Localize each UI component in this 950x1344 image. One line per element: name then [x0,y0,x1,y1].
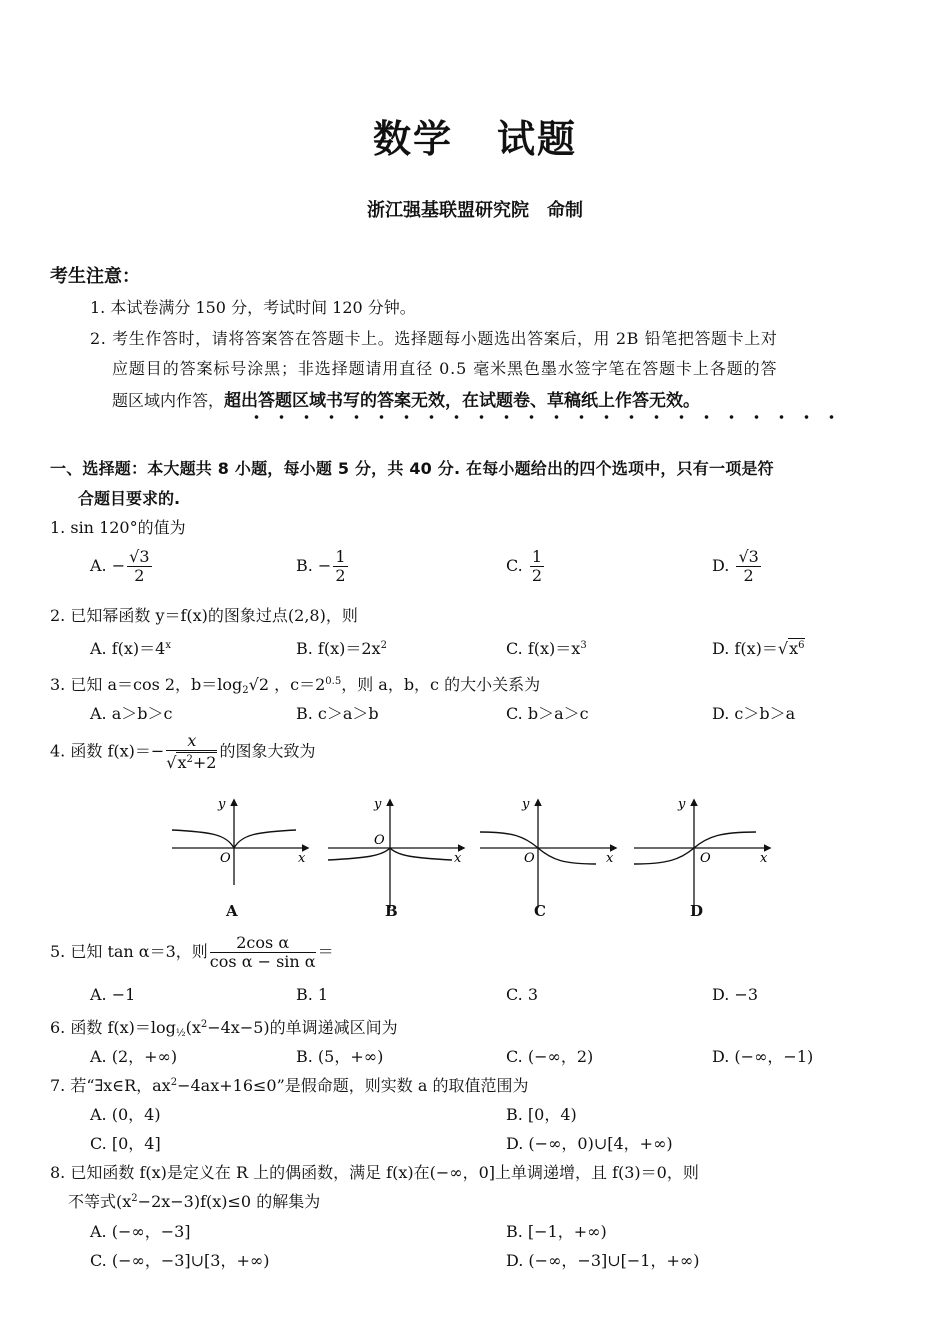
question-8-option-c: C. (−∞，−3]∪[3，+∞) [90,1251,270,1270]
svg-text:x: x [454,851,462,866]
subtitle: 浙江强基联盟研究院 命制 [367,200,583,221]
question-2-option-a: A. $f(x)=4^x$ [90,639,171,658]
question-1-option-b: B. − $\frac{1}{2}$ [296,547,346,585]
question-4-graphs [160,790,780,920]
graph-b [328,797,464,908]
question-1-option-d: D. $\frac{√3}{2}$ [712,547,759,585]
question-7-option-a: A. (0，4) [90,1105,161,1124]
question-3-option-a: A. a＞b＞c [90,704,173,723]
question-6-option-a: A. (2，+∞) [90,1047,178,1066]
question-2-option-c: C. $f(x)=x^3$ [506,639,587,658]
question-2-stem: 2. 已知幂函数 y＝f(x)的图象过点(2,8)，则 [50,606,358,625]
question-8-option-d: D. (−∞，−3]∪[−1，+∞) [506,1251,700,1270]
question-3-option-d: D. c＞b＞a [712,704,796,723]
question-3-option-c: C. b＞a＞c [506,704,589,723]
question-6-stem: 6. 函数 $f(x)=\log_{\frac{1}{2}}(x^2-4x-5)$的单调递减区间为 [50,1018,398,1039]
notice-normal-text: 题区域内作答， [112,391,225,410]
notice-emphasis-text: 超出答题区域书写的答案无效，在试题卷、草稿纸上作答无效。 [224,391,701,411]
svg-text:O: O [220,851,231,866]
graph-a-label: A [226,902,238,920]
question-8-stem-line-1: 8. 已知函数 f(x)是定义在 R 上的偶函数，满足 f(x)在(−∞，0]上单调递增，且 f(3)＝0，则 [50,1163,699,1182]
question-8-option-b: B. [−1，+∞) [506,1222,607,1241]
question-8-option-a: A. (−∞，−3] [90,1222,191,1241]
question-2-option-d: D. $f(x)=√x^6$ [712,639,805,658]
title-word-1: 数学 [372,117,453,161]
graph-d [634,797,770,908]
question-1-option-a: A. − $\frac{√3}{2}$ [90,547,150,585]
question-2-option-b: B. $f(x)=2x^2$ [296,639,387,658]
graph-b-label: B [385,902,398,920]
svg-text:y: y [522,797,530,812]
svg-text:x: x [760,851,768,866]
graph-d-label: D [690,902,704,920]
question-3-option-b: B. c＞a＞b [296,704,379,723]
notice-item-2-line-2: 应题目的答案标号涂黑；非选择题请用直径 0.5 毫米黑色墨水签字笔在答题卡上各题的答 [112,359,778,378]
question-6-option-d: D. (−∞，−1) [712,1047,814,1066]
question-8-stem-line-2: 不等式$(x^2-2x-3)f(x)\le 0$ 的解集为 [68,1192,321,1211]
question-1-stem: 1. sin 120°的值为 [50,518,186,537]
notice-item-1: 1. 本试卷满分 150 分，考试时间 120 分钟。 [90,298,416,317]
svg-text:y: y [218,797,226,812]
notice-item-2-line-1: 2. 考生作答时，请将答案答在答题卡上。选择题每小题选出答案后，用 2B 铅笔把答题卡上对 [90,329,778,348]
svg-text:x: x [298,851,306,866]
question-5-option-c: C. 3 [506,985,539,1004]
emphasis-dots [244,414,844,420]
page-title [0,108,950,163]
question-1-option-c: C. $\frac{1}{2}$ [506,547,543,585]
question-3-stem: 3. 已知 a＝cos 2，$b=\log_2√2$ ，$c=2^{0.5}$，则 a，b，c 的大小关系为 [50,675,541,696]
section-heading-line-1: 一、选择题：本大题共 8 小题，每小题 5 分，共 40 分. 在每小题给出的四个选项中，只有一项是符 [50,459,774,478]
svg-text:y: y [374,797,382,812]
graph-a [172,797,308,885]
question-5-option-a: A. −1 [90,985,136,1004]
notice-heading: 考生注意： [50,266,140,287]
question-4-stem: 4. 函数 f(x)＝− $\frac{x}{√x^2+2}$ 的图象大致为 [50,731,316,772]
svg-text:y: y [678,797,686,812]
question-7-stem: 7. 若“∃x∈R，$ax^2-4ax+16\le 0$”是假命题，则实数 a 的取值范围为 [50,1076,529,1095]
question-7-option-d: D. (−∞，0)∪[4，+∞) [506,1134,673,1153]
svg-text:O: O [700,851,711,866]
question-7-option-c: C. [0，4] [90,1134,161,1153]
question-5-option-d: D. −3 [712,985,759,1004]
svg-text:x: x [606,851,614,866]
question-7-option-b: B. [0，4) [506,1105,577,1124]
notice-item-2-line-3 [112,391,700,411]
question-6-option-c: C. (−∞，2) [506,1047,594,1066]
svg-text:O: O [524,851,535,866]
title-word-2: 试题 [497,117,578,161]
graph-c-label: C [534,902,546,920]
question-5-stem: 5. 已知 tan α＝3，则 $\frac{\text{2cos α}}{\text{cos α − sin α}}$ ＝ [50,933,334,971]
graph-c [480,797,616,908]
section-heading-line-2: 合题目要求的. [78,489,181,508]
svg-text:O: O [374,833,385,848]
question-5-option-b: B. 1 [296,985,329,1004]
question-6-option-b: B. (5，+∞) [296,1047,384,1066]
